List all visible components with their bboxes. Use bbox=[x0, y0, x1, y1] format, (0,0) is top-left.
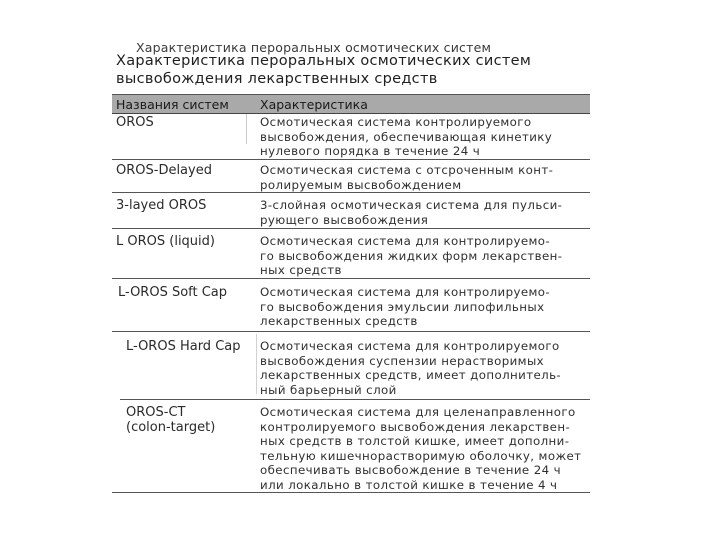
table-header bbox=[112, 94, 590, 114]
title-line-1: Характеристика пероральных осмотических систем bbox=[116, 53, 532, 69]
system-description bbox=[260, 234, 590, 278]
system-description bbox=[260, 163, 590, 192]
description-line: рующего высвобождения bbox=[260, 212, 429, 227]
table-row bbox=[112, 400, 590, 493]
system-name: L OROS (liquid) bbox=[116, 234, 215, 249]
description-line: высвобождения, обеспечивающая кинетику bbox=[260, 129, 553, 144]
system-description bbox=[260, 285, 590, 329]
description-line: го высвобождения жидких форм лекарствен- bbox=[260, 248, 563, 263]
table-row bbox=[112, 113, 590, 160]
system-name-line: OROS-CT bbox=[126, 405, 186, 420]
title-line-2: высвобождения лекарственных средств bbox=[116, 71, 438, 87]
table-row bbox=[112, 229, 590, 279]
description-line: высвобождения суспензии нерастворимых bbox=[260, 353, 545, 368]
description-line: Осмотическая система контролируемого bbox=[260, 115, 532, 129]
description-line: ных средств bbox=[260, 263, 342, 278]
description-line: Осмотическая система для целенаправленного bbox=[260, 405, 576, 419]
description-line: или локально в толстой кишке в течение 4 ч bbox=[260, 477, 558, 492]
description-line: ролируемым высвобождением bbox=[260, 177, 462, 192]
description-line: Осмотическая система с отсроченным конт- bbox=[260, 163, 554, 177]
system-name: 3-layed OROS bbox=[116, 198, 207, 213]
description-line: ный барьерный слой bbox=[260, 382, 397, 397]
table-row bbox=[112, 279, 590, 332]
scanned-table-page bbox=[112, 36, 592, 498]
description-line: 3-слойная осмотическая система для пульси- bbox=[260, 198, 563, 212]
system-name: OROS bbox=[116, 115, 154, 130]
system-name bbox=[126, 405, 215, 435]
system-name: OROS-Delayed bbox=[116, 163, 212, 178]
table-row bbox=[112, 332, 590, 399]
column-divider bbox=[256, 334, 257, 394]
description-line: Осмотическая система для контролируемо- bbox=[260, 285, 551, 299]
ghost-title: Характеристика пероральных осмотических систем bbox=[136, 40, 492, 55]
description-line: ных средств в толстой кишке, имеет дополни- bbox=[260, 434, 570, 449]
column-divider bbox=[246, 114, 247, 144]
description-line: обеспечивать высвобождение в течение 24 ч bbox=[260, 463, 562, 478]
description-line: лекарственных средств, имеет дополнитель- bbox=[260, 368, 562, 383]
description-line: Осмотическая система для контролируемого bbox=[260, 339, 560, 353]
system-name: L-OROS Hard Cap bbox=[126, 339, 241, 354]
table-row bbox=[112, 193, 590, 229]
header-system-names: Названия систем bbox=[116, 97, 229, 112]
header-characteristic: Характеристика bbox=[260, 97, 368, 112]
system-name-line: (colon-target) bbox=[126, 420, 216, 435]
description-line: контролируемого высвобождения лекарствен- bbox=[260, 419, 571, 434]
table-row bbox=[112, 160, 590, 193]
description-line: тельную кишечнорастворимую оболочку, может bbox=[260, 448, 582, 463]
description-line: го высвобождения эмульсии липофильных bbox=[260, 299, 545, 314]
table-title bbox=[116, 52, 531, 88]
system-description bbox=[260, 198, 590, 227]
system-description bbox=[260, 339, 590, 397]
system-description bbox=[260, 115, 590, 159]
description-line: Осмотическая система для контролируемо- bbox=[260, 234, 551, 248]
osmotic-systems-table bbox=[112, 94, 590, 492]
description-line: нулевого порядка в течение 24 ч bbox=[260, 144, 481, 159]
system-name: L-OROS Soft Cap bbox=[118, 285, 228, 300]
system-description bbox=[260, 405, 590, 493]
description-line: лекарственных средств bbox=[260, 314, 418, 329]
